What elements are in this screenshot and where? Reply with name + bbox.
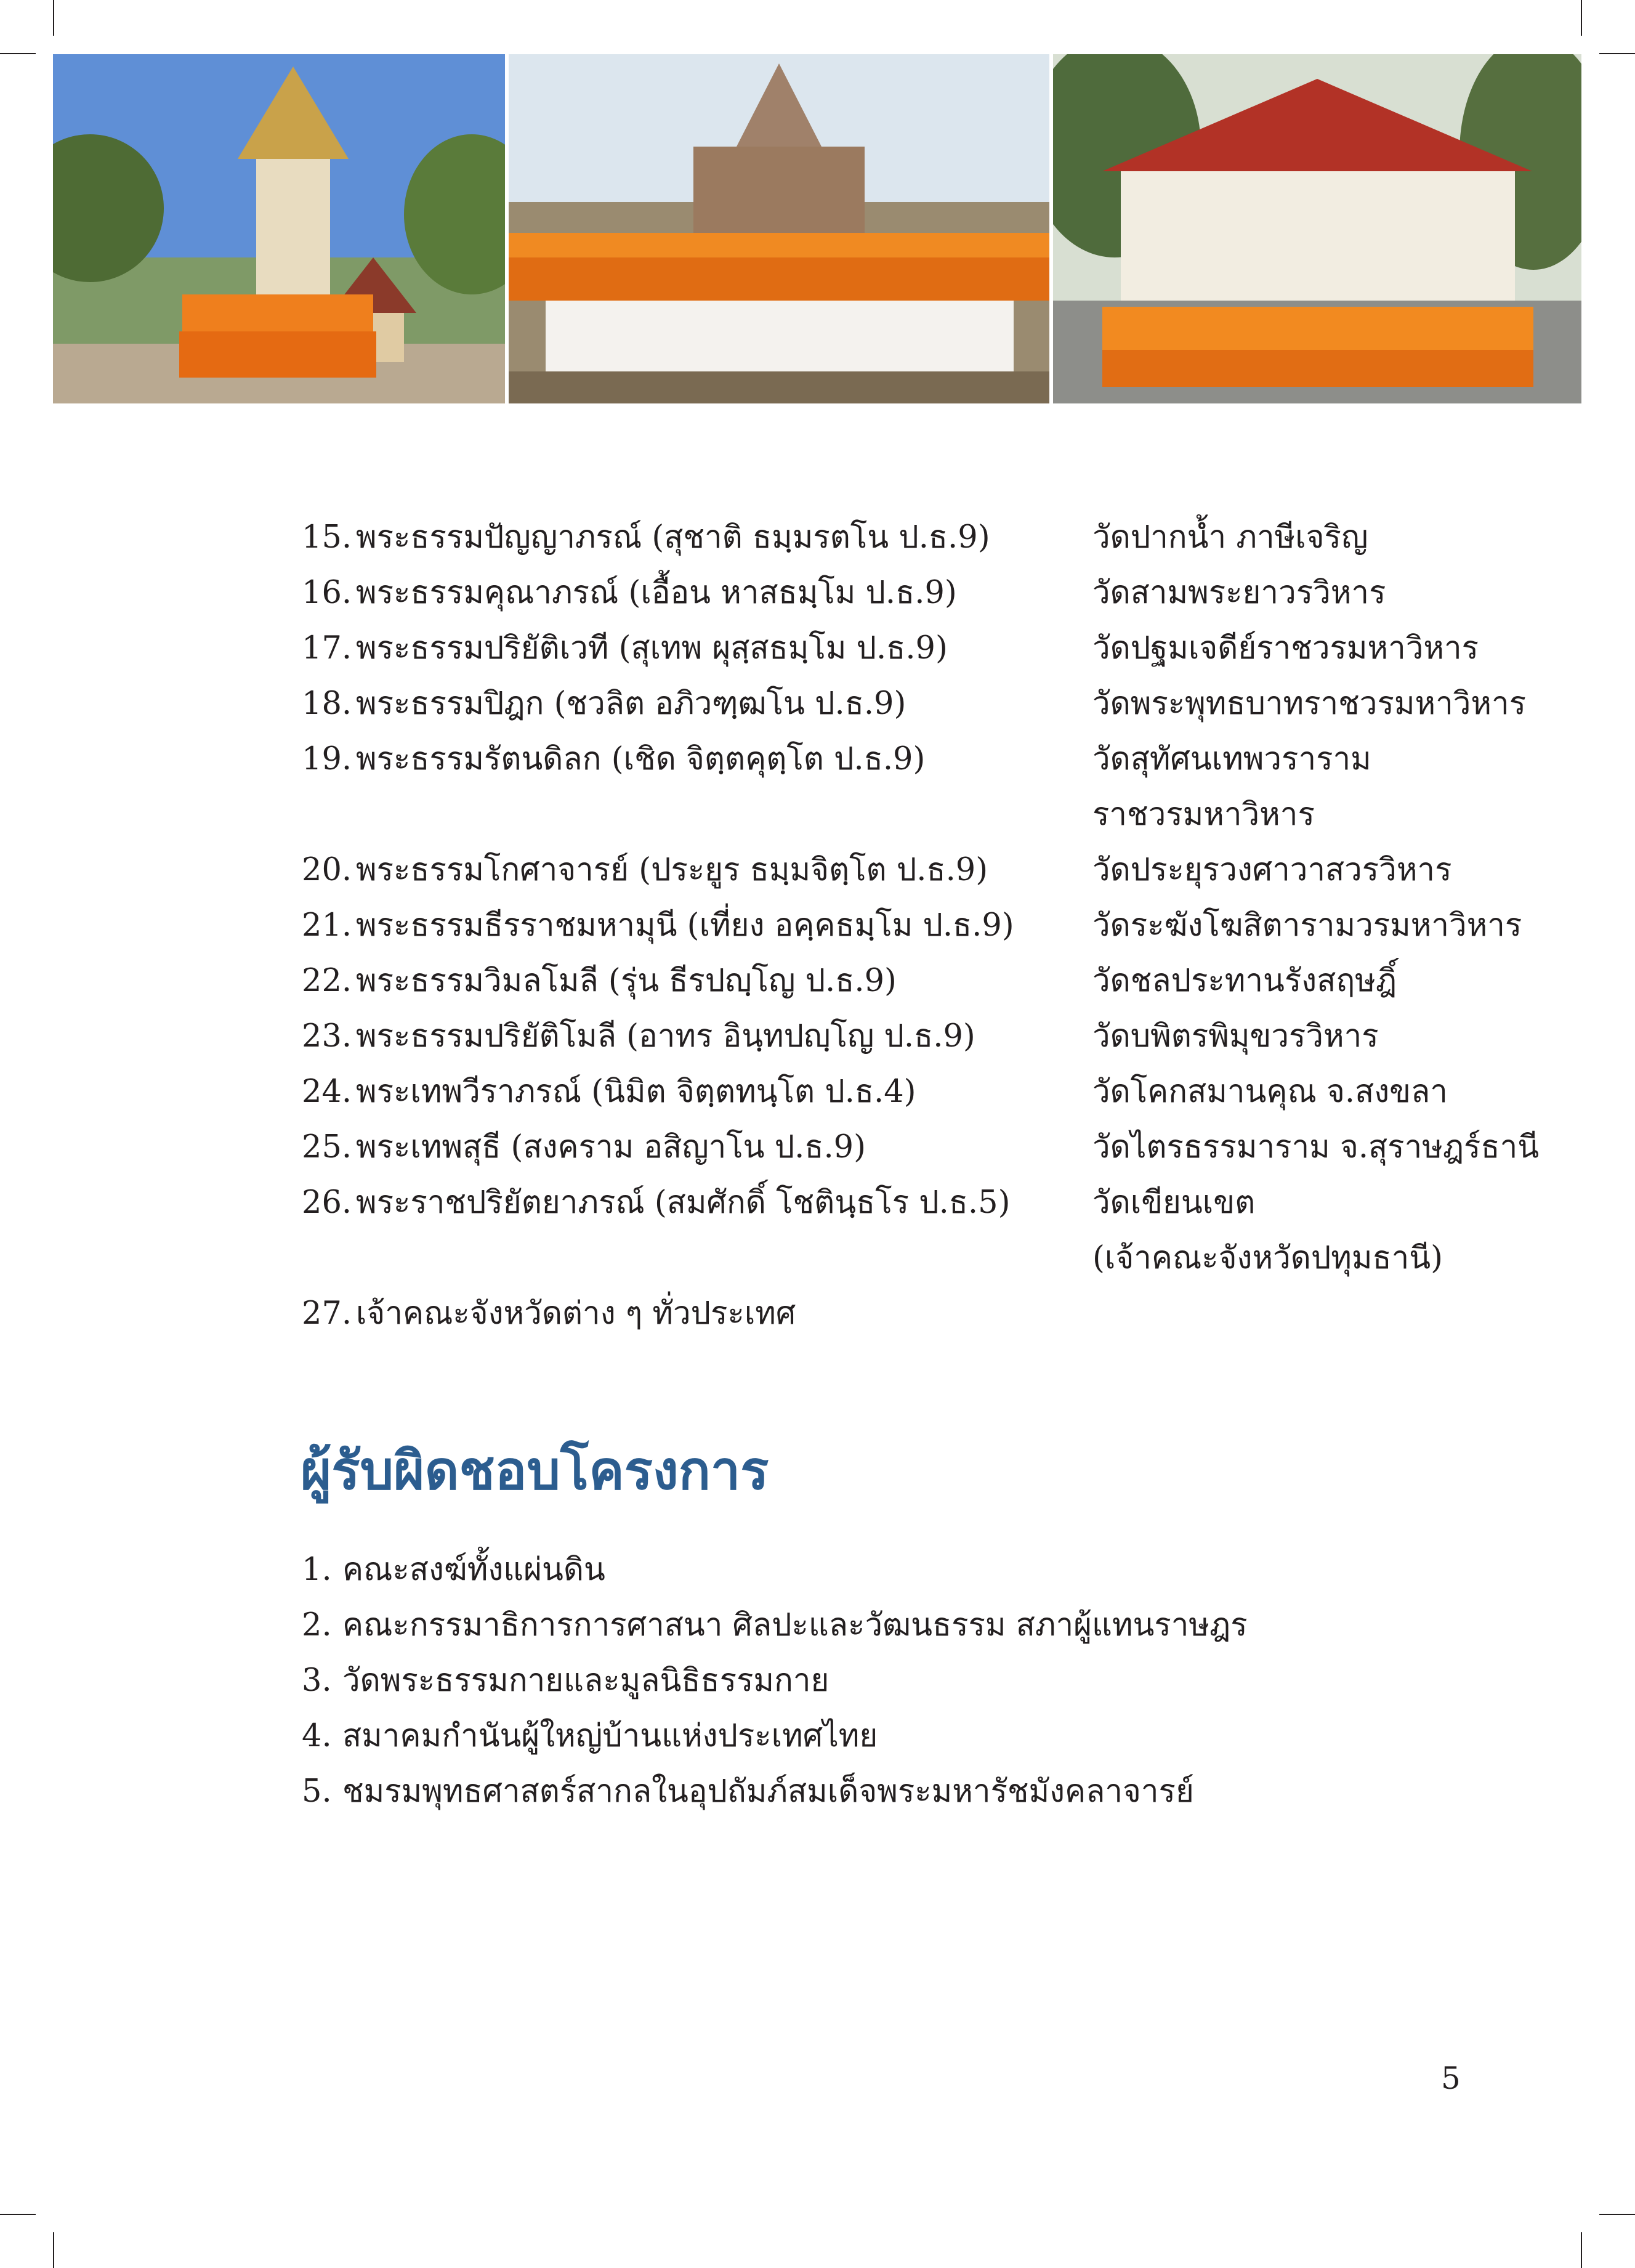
temple-name: วัดสามพระยาวรวิหาร [1092,575,1386,611]
item-number: 4. [302,1718,332,1754]
crop-mark [53,0,54,36]
list-item-continuation [302,1231,1533,1286]
temple-photo [53,54,505,403]
list-item [302,1764,1248,1820]
crop-mark [53,2232,54,2268]
temple-name: วัดระฆังโฆสิตารามวรมหาวิหาร [1092,907,1522,944]
monk-name: พระธรรมวิมลโมลี (รุ่น ธีรปญฺโญ ป.ธ.9) [356,963,897,999]
item-number: 3. [302,1663,332,1699]
organization-name: คณะกรรมาธิการการศาสนา ศิลปะและวัฒนธรรม สภาผู้แทนราษฎร [342,1607,1248,1643]
list-item [302,1542,1248,1598]
monk-name: พระธรรมโกศาจารย์ (ประยูร ธมฺมจิตฺโต ป.ธ.9) [356,852,988,888]
temple-name: วัดโคกสมานคุณ จ.สงขลา [1092,1074,1448,1110]
item-number: 27. [302,1295,352,1332]
item-number: 18. [302,686,352,722]
responsible-list [302,1542,1248,1820]
item-number: 20. [302,852,352,888]
item-number: 22. [302,963,352,999]
list-item [302,1653,1248,1709]
list-item [302,732,1533,787]
item-number: 5. [302,1773,332,1810]
organization-name: คณะสงฆ์ทั้งแผ่นดิน [342,1552,605,1588]
monk-name: พระธรรมปริยัติโมลี (อาทร อินฺทปญฺโญ ป.ธ.9) [356,1018,975,1055]
organization-name: ชมรมพุทธศาสตร์สากลในอุปถัมภ์สมเด็จพระมหารัชมังคลาจารย์ [342,1773,1194,1810]
list-item [302,843,1533,898]
temple-name: วัดบพิตรพิมุขวรวิหาร [1092,1018,1379,1055]
item-number: 17. [302,630,352,666]
item-number: 24. [302,1074,352,1110]
item-number: 23. [302,1018,352,1055]
sanctuary-photo [509,54,1049,403]
monk-name: พระธรรมปริยัติเวที (สุเทพ ผุสฺสธมฺโม ป.ธ.9) [356,630,948,666]
organization-name: สมาคมกำนันผู้ใหญ่บ้านแห่งประเทศไทย [342,1718,878,1754]
crop-mark [1581,2232,1582,2268]
temple-name: วัดชลประทานรังสฤษฎิ์ [1092,963,1397,999]
list-item [302,1598,1248,1653]
monk-name: พระเทพวีราภรณ์ (นิมิต จิตฺตทนฺโต ป.ธ.4) [356,1074,916,1110]
list-item [302,1286,1533,1342]
list-item-continuation [302,787,1533,843]
list-item [302,1120,1540,1175]
list-item [302,1064,1533,1120]
temple-name: วัดไตรธรรมาราม จ.สุราษฎร์ธานี [1092,1129,1540,1165]
monk-name: พระธรรมรัตนดิลก (เชิด จิตฺตคุตฺโต ป.ธ.9) [356,741,926,777]
committee-list [302,510,1540,1342]
list-item [302,1709,1248,1764]
temple-name: วัดปากน้ำ ภาษีเจริญ [1092,519,1368,556]
section-heading: ผู้รับผิดชอบโครงการ [301,1440,769,1502]
list-item [302,1175,1533,1231]
crop-mark [1599,2214,1635,2215]
temple-name: (เจ้าคณะจังหวัดปทุมธานี) [1092,1240,1443,1276]
item-number: 2. [302,1607,332,1643]
crop-mark [1599,53,1635,54]
monk-name: เจ้าคณะจังหวัดต่าง ๆ ทั่วประเทศ [356,1295,796,1332]
list-item [302,1009,1533,1064]
monk-name: พระธรรมปัญญาภรณ์ (สุชาติ ธมฺมรตโน ป.ธ.9) [356,519,990,556]
organization-name: วัดพระธรรมกายและมูลนิธิธรรมกาย [342,1663,830,1699]
temple-name: วัดพระพุทธบาทราชวรมหาวิหาร [1092,686,1526,722]
monk-name: พระธรรมธีรราชมหามุนี (เที่ยง อคฺคธมฺโม ป.ธ.9) [356,907,1014,944]
list-item [302,565,1533,621]
item-number: 19. [302,741,352,777]
item-number: 21. [302,907,352,944]
item-number: 26. [302,1185,352,1221]
list-item [302,898,1533,954]
item-number: 25. [302,1129,352,1165]
monk-name: พระธรรมคุณาภรณ์ (เอื้อน หาสธมฺโม ป.ธ.9) [356,575,957,611]
temple-name: วัดเขียนเขต [1092,1185,1256,1221]
item-number: 15. [302,519,352,556]
temple-name: วัดประยุรวงศาวาสวรวิหาร [1092,852,1452,888]
temple-name: ราชวรมหาวิหาร [1092,796,1315,833]
item-number: 1. [302,1552,332,1588]
monk-name: พระธรรมปิฎก (ชวลิต อภิวฑฺฒโน ป.ธ.9) [356,686,906,722]
crop-mark [1581,0,1582,36]
list-item [302,510,1533,565]
page-number: 5 [1441,2060,1461,2096]
temple-name: วัดสุทัศนเทพวราราม [1092,741,1371,777]
list-item [302,676,1533,732]
item-number: 16. [302,575,352,611]
crop-mark [0,53,36,54]
list-item [302,621,1533,676]
monk-name: พระเทพสุธี (สงคราม อสิญาโน ป.ธ.9) [356,1129,866,1165]
list-item [302,954,1533,1009]
photo-strip [53,54,1581,403]
monks-assembly-photo [1053,54,1581,403]
temple-name: วัดปฐมเจดีย์ราชวรมหาวิหาร [1092,630,1479,666]
crop-mark [0,2214,36,2215]
monk-name: พระราชปริยัตยาภรณ์ (สมศักดิ์ โชตินฺธโร ป.ธ.5) [356,1185,1011,1221]
